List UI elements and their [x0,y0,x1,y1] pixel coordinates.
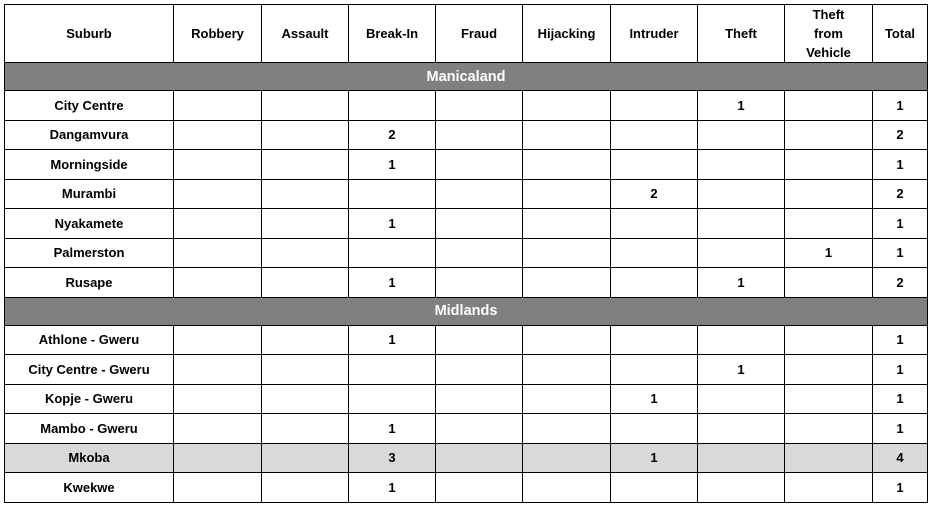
count-cell [785,120,873,150]
col-header-theft: Theft [698,5,785,63]
count-cell [174,384,262,414]
count-cell [698,209,785,239]
count-cell [436,150,523,180]
col-header-fraud: Fraud [436,5,523,63]
count-cell: 1 [349,325,436,355]
count-cell [611,120,698,150]
count-cell [174,150,262,180]
suburb-cell: Nyakamete [5,209,174,239]
group-title: Manicaland [5,63,928,91]
table-row [5,473,928,503]
count-cell [436,355,523,385]
total-cell: 1 [873,325,928,355]
col-header-intruder: Intruder [611,5,698,63]
count-cell [262,150,349,180]
table-row [5,209,928,239]
count-cell [611,414,698,444]
suburb-cell: Kopje - Gweru [5,384,174,414]
count-cell [436,443,523,473]
count-cell [174,325,262,355]
count-cell [349,355,436,385]
count-cell [436,414,523,444]
count-cell [262,325,349,355]
total-cell: 1 [873,355,928,385]
table-row [5,150,928,180]
count-cell [174,414,262,444]
count-cell [436,120,523,150]
count-cell [785,325,873,355]
count-cell: 1 [349,268,436,298]
count-cell: 1 [698,268,785,298]
table-body [5,63,928,503]
count-cell [174,443,262,473]
group-header-row [5,63,928,91]
count-cell [436,209,523,239]
count-cell: 1 [698,91,785,121]
suburb-cell: Mambo - Gweru [5,414,174,444]
count-cell [174,91,262,121]
count-cell [785,355,873,385]
count-cell [349,238,436,268]
count-cell [698,443,785,473]
count-cell [611,355,698,385]
crime-table [4,4,928,503]
count-cell [611,150,698,180]
count-cell: 1 [349,414,436,444]
count-cell [698,325,785,355]
count-cell [523,325,611,355]
count-cell [436,384,523,414]
count-cell [262,414,349,444]
table-row [5,238,928,268]
table-row [5,91,928,121]
count-cell [262,179,349,209]
count-cell [698,120,785,150]
count-cell [349,384,436,414]
count-cell [523,473,611,503]
count-cell [523,443,611,473]
count-cell [523,120,611,150]
table-row [5,443,928,473]
count-cell [262,268,349,298]
count-cell: 1 [611,384,698,414]
col-header-break-in: Break-In [349,5,436,63]
count-cell [785,443,873,473]
table-row [5,414,928,444]
total-cell: 2 [873,179,928,209]
col-header-hijacking: Hijacking [523,5,611,63]
suburb-cell: Palmerston [5,238,174,268]
total-cell: 1 [873,209,928,239]
count-cell [611,209,698,239]
suburb-cell: City Centre - Gweru [5,355,174,385]
col-header-theft-from-vehicle: Theft from Vehicle [785,5,873,63]
count-cell [698,473,785,503]
group-title: Midlands [5,297,928,325]
count-cell: 2 [611,179,698,209]
count-cell [436,473,523,503]
count-cell [785,209,873,239]
count-cell [523,414,611,444]
count-cell: 1 [349,473,436,503]
count-cell [611,473,698,503]
count-cell [174,120,262,150]
count-cell [523,179,611,209]
count-cell [611,268,698,298]
count-cell [785,414,873,444]
count-cell [262,355,349,385]
count-cell [174,355,262,385]
count-cell [698,384,785,414]
table-row [5,384,928,414]
suburb-cell: Mkoba [5,443,174,473]
total-cell: 1 [873,414,928,444]
table-row [5,179,928,209]
count-cell: 2 [349,120,436,150]
col-header-assault: Assault [262,5,349,63]
count-cell [174,209,262,239]
count-cell [174,179,262,209]
count-cell [436,91,523,121]
suburb-cell: City Centre [5,91,174,121]
count-cell [523,91,611,121]
count-cell [436,268,523,298]
count-cell [785,150,873,180]
count-cell [698,238,785,268]
total-cell: 2 [873,268,928,298]
count-cell: 3 [349,443,436,473]
col-header-total: Total [873,5,928,63]
count-cell [523,268,611,298]
col-header-suburb: Suburb [5,5,174,63]
count-cell [262,120,349,150]
count-cell: 1 [349,209,436,239]
count-cell: 1 [349,150,436,180]
count-cell [611,91,698,121]
count-cell [785,384,873,414]
count-cell [262,473,349,503]
count-cell [436,325,523,355]
count-cell [349,179,436,209]
count-cell [262,91,349,121]
count-cell: 1 [785,238,873,268]
table-row [5,120,928,150]
count-cell [698,414,785,444]
count-cell [436,238,523,268]
suburb-cell: Dangamvura [5,120,174,150]
count-cell [262,209,349,239]
group-header-row [5,297,928,325]
count-cell [523,355,611,385]
count-cell [174,473,262,503]
suburb-cell: Athlone - Gweru [5,325,174,355]
total-cell: 1 [873,473,928,503]
count-cell [611,325,698,355]
count-cell [785,473,873,503]
count-cell [174,238,262,268]
col-header-robbery: Robbery [174,5,262,63]
count-cell [698,179,785,209]
count-cell [785,268,873,298]
table-row [5,325,928,355]
suburb-cell: Murambi [5,179,174,209]
total-cell: 1 [873,238,928,268]
suburb-cell: Kwekwe [5,473,174,503]
suburb-cell: Rusape [5,268,174,298]
total-cell: 4 [873,443,928,473]
count-cell [785,91,873,121]
total-cell: 2 [873,120,928,150]
count-cell [262,443,349,473]
count-cell [174,268,262,298]
count-cell [523,238,611,268]
header-row [5,5,928,63]
count-cell [262,384,349,414]
suburb-cell: Morningside [5,150,174,180]
count-cell: 1 [698,355,785,385]
table-row [5,355,928,385]
count-cell [349,91,436,121]
total-cell: 1 [873,91,928,121]
count-cell [523,384,611,414]
count-cell [698,150,785,180]
count-cell [523,150,611,180]
count-cell [436,179,523,209]
table-row [5,268,928,298]
count-cell [523,209,611,239]
total-cell: 1 [873,384,928,414]
count-cell [262,238,349,268]
count-cell [611,238,698,268]
total-cell: 1 [873,150,928,180]
count-cell [785,179,873,209]
count-cell: 1 [611,443,698,473]
